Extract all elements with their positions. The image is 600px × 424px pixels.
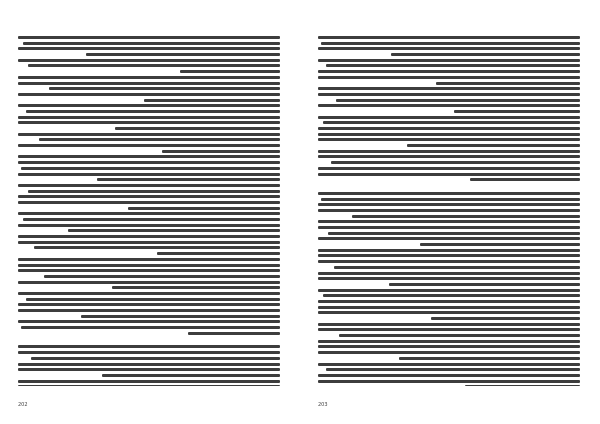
right-page-text-line: [336, 99, 580, 102]
right-page-text-line: [318, 133, 580, 136]
right-page-text-line: [318, 374, 580, 377]
left-page-text-line: [18, 82, 280, 85]
left-page-text-line: [18, 59, 280, 62]
right-page-text-line: [318, 237, 580, 240]
left-page-text-line: [26, 298, 280, 301]
right-page-text-line: [318, 127, 580, 130]
left-page-text-line: [18, 363, 280, 366]
left-page-text-line: [39, 138, 280, 141]
right-page-text-line: [318, 59, 580, 62]
left-page-text-line: [115, 127, 280, 130]
right-page-text-line: [318, 36, 580, 39]
right-page-text-line: [326, 64, 580, 67]
right-page-text-line: [318, 104, 580, 107]
left-page-text-line: [18, 144, 280, 147]
right-page-text-line: [318, 272, 580, 275]
right-page-text-line: [318, 209, 580, 212]
left-page-paragraph-gap: [18, 337, 280, 345]
right-page-text-line: [318, 277, 580, 280]
left-page-text-line: [128, 207, 280, 210]
right-page-text-line: [323, 121, 580, 124]
left-page-text-line: [112, 286, 280, 289]
right-page-text-line: [318, 323, 580, 326]
right-page-text-line: [318, 155, 580, 158]
left-page-text-line: [81, 315, 280, 318]
right-page-text-line: [389, 283, 580, 286]
left-page-text-line: [18, 258, 280, 261]
left-page-text-line: [86, 53, 280, 56]
right-page-paragraph-gap: [318, 184, 580, 192]
left-page-text-line: [18, 201, 280, 204]
left-page-text-line: [26, 110, 280, 113]
left-page-text-line: [18, 161, 280, 164]
right-page-text: [318, 36, 580, 386]
right-page-text-line: [321, 198, 580, 201]
right-page-text-line: [318, 93, 580, 96]
left-page-text-line: [31, 357, 280, 360]
left-page-text-line: [18, 351, 280, 354]
left-page-text-line: [18, 93, 280, 96]
left-page-text-line: [18, 133, 280, 136]
left-page-text-line: [18, 173, 280, 176]
right-page-text-line: [318, 173, 580, 176]
right-page-text-line: [318, 289, 580, 292]
right-page-text-line: [399, 357, 580, 360]
right-page-text-line: [318, 76, 580, 79]
left-page-text-line: [23, 42, 280, 45]
left-page-text-line: [162, 150, 280, 153]
right-page-text-line: [339, 334, 580, 337]
left-page-text-line: [18, 292, 280, 295]
right-page-text-line: [318, 47, 580, 50]
right-page-text-line: [318, 192, 580, 195]
right-page-text-line: [323, 294, 580, 297]
left-page-text-line: [18, 36, 280, 39]
right-page-text-line: [318, 260, 580, 263]
right-page-text-line: [318, 351, 580, 354]
right-page-text-line: [318, 150, 580, 153]
left-page-text-line: [102, 374, 280, 377]
right-page-text-line: [318, 220, 580, 223]
right-page-text-line: [436, 82, 580, 85]
right-page-text-line: [318, 226, 580, 229]
right-page-text-line: [318, 345, 580, 348]
left-page-text-line: [157, 252, 280, 255]
right-page-text-line: [318, 249, 580, 252]
left-page-text-line: [49, 87, 280, 90]
left-page-text-line: [23, 218, 280, 221]
left-page-text: [18, 36, 280, 386]
right-page-text-line: [407, 144, 580, 147]
left-page-text-line: [18, 241, 280, 244]
left-page-text-line: [18, 269, 280, 272]
right-page-text-line: [454, 110, 580, 113]
left-page-text-line: [34, 246, 280, 249]
left-page-text-line: [18, 76, 280, 79]
right-page-text-line: [318, 254, 580, 257]
right-page-text-line: [331, 161, 580, 164]
left-page-number: 202: [18, 402, 28, 408]
left-page-text-line: [18, 368, 280, 371]
right-page-text-line: [470, 178, 580, 181]
left-page-text-line: [18, 345, 280, 348]
left-page-text-line: [18, 195, 280, 198]
left-page-text-line: [188, 332, 280, 335]
right-page-text-line: [318, 300, 580, 303]
left-page-text-line: [68, 229, 280, 232]
right-page-text-line: [352, 215, 580, 218]
left-page-text-line: [18, 380, 280, 383]
left-page-text-line: [18, 104, 280, 107]
left-page-text-line: [18, 155, 280, 158]
left-page-text-line: [18, 309, 280, 312]
left-page-text-line: [18, 224, 280, 227]
left-page: [18, 36, 280, 408]
left-page-text-line: [18, 385, 280, 386]
left-page-text-line: [18, 281, 280, 284]
left-page-text-line: [180, 70, 280, 73]
right-page-text-line: [318, 138, 580, 141]
left-page-text-line: [144, 99, 280, 102]
right-page-text-line: [391, 53, 580, 56]
right-page-text-line: [318, 340, 580, 343]
left-page-text-line: [21, 326, 280, 329]
right-page-text-line: [318, 380, 580, 383]
right-page-text-line: [318, 203, 580, 206]
right-page-text-line: [318, 311, 580, 314]
left-page-text-line: [18, 47, 280, 50]
left-page-text-line: [18, 121, 280, 124]
left-page-text-line: [44, 275, 280, 278]
left-page-text-line: [18, 116, 280, 119]
right-page-text-line: [328, 232, 580, 235]
left-page-text-line: [97, 178, 280, 181]
right-page: [318, 36, 580, 408]
right-page-text-line: [318, 328, 580, 331]
left-page-text-line: [18, 235, 280, 238]
right-page-text-line: [318, 116, 580, 119]
left-page-text-line: [18, 184, 280, 187]
left-page-text-line: [18, 303, 280, 306]
left-page-text-line: [18, 212, 280, 215]
right-page-text-line: [318, 167, 580, 170]
left-page-text-line: [28, 64, 280, 67]
right-page-text-line: [318, 70, 580, 73]
right-page-text-line: [465, 385, 580, 386]
left-page-text-line: [21, 167, 280, 170]
right-page-text-line: [318, 306, 580, 309]
left-page-text-line: [18, 264, 280, 267]
right-page-text-line: [334, 266, 580, 269]
left-page-text-line: [28, 190, 280, 193]
right-page-text-line: [321, 42, 580, 45]
right-page-number: 203: [318, 402, 328, 408]
right-page-text-line: [420, 243, 580, 246]
left-page-text-line: [18, 320, 280, 323]
right-page-text-line: [431, 317, 580, 320]
right-page-text-line: [318, 363, 580, 366]
right-page-text-line: [326, 368, 580, 371]
right-page-text-line: [318, 87, 580, 90]
